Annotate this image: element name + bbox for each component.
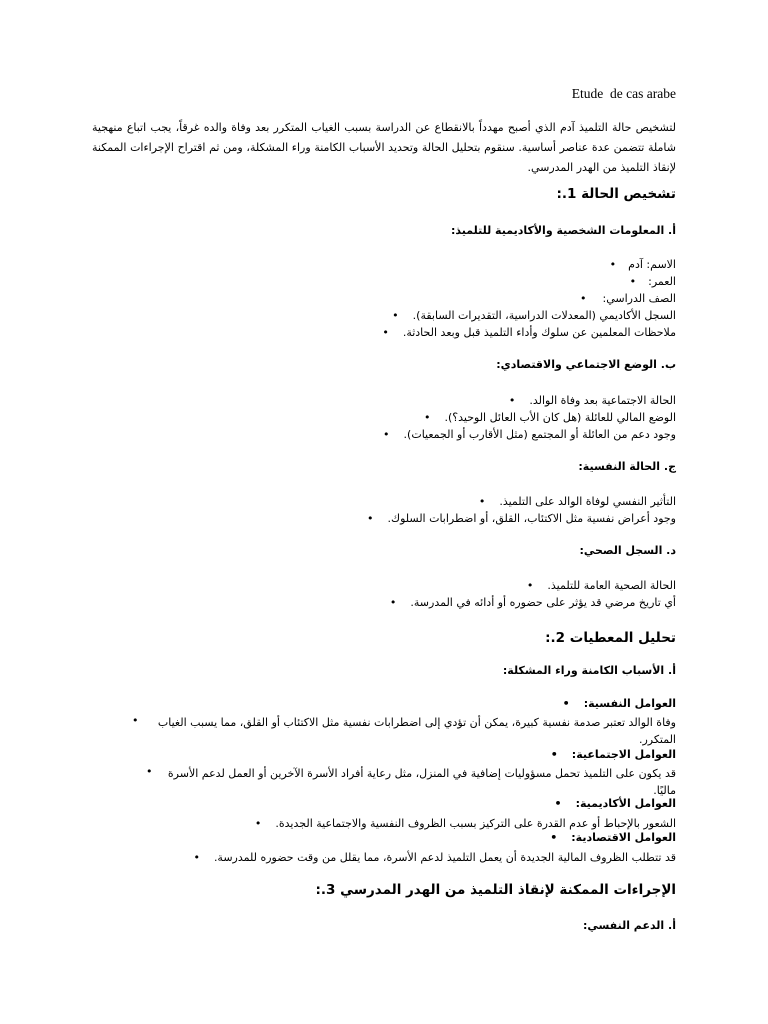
section-1-heading: تشخيص الحالة 1.: [556, 186, 676, 202]
list-item: قد تتطلب الظروف المالية الجديدة أن يعمل التلميذ لدعم الأسرة، مما يقلل من وقت حضوره للمدرسة.• [193, 851, 676, 864]
factor-social-label: العوامل الاجتماعية:• [550, 748, 676, 761]
list-item: الشعور بالإحباط أو عدم القدرة على التركيز بسبب الظروف النفسية والاجتماعية الجديدة.• [254, 817, 676, 830]
factor-social-text: قد يكون على التلميذ تحمل مسؤوليات إضافية في المنزل، مثل رعاية أفراد الأسرة الآخرين أو العمل لدعم الأسرة ماليًا. [167, 767, 676, 797]
section-1b-list [92, 392, 676, 443]
list-item: أي تاريخ مرضي قد يؤثر على حضوره أو أدائه في المدرسة.• [389, 596, 676, 609]
factor-academic-label: العوامل الأكاديمية:• [554, 797, 676, 810]
section-1c-list [92, 493, 676, 527]
intro-paragraph: لتشخيص حالة التلميذ آدم الذي أصبح مهدداً بالانقطاع عن الدراسة بسبب الغياب المتكرر بعد وفاة والده غرقاً، يجب اتباع منهجية شاملة تتضمن عدة عناصر أساسية. سنقوم بتحليل الحالة وتحديد الأسباب الكامنة وراء المشكلة، ومن ثم اقتراح الإجراءات الممكنة لإنقاذ التلميذ من الهدر المدرسي. [92, 121, 676, 174]
section-3-heading: الإجراءات الممكنة لإنقاذ التلميذ من الهدر المدرسي 3.: [315, 882, 676, 898]
list-item: الاسم: آدم• [609, 258, 676, 271]
list-item: العمر:• [629, 275, 676, 288]
list-item: ملاحظات المعلمين عن سلوك وأداء التلميذ قبل وبعد الحادثة.• [382, 326, 676, 339]
section-2-heading: تحليل المعطيات 2.: [545, 630, 676, 646]
section-1a-list [92, 256, 676, 341]
factor-economic-label: العوامل الاقتصادية:• [550, 831, 676, 844]
list-item: السجل الأكاديمي (المعدلات الدراسية، التقديرات السابقة).• [392, 309, 676, 322]
section-1b-heading: ب. الوضع الاجتماعي والاقتصادي: [496, 358, 676, 371]
bullet-dot: • [146, 765, 153, 778]
factor-economic-list [92, 849, 676, 866]
factor-academic-list [92, 815, 676, 832]
section-2a-heading: أ. الأسباب الكامنة وراء المشكلة: [502, 664, 676, 677]
list-item: وجود دعم من العائلة أو المجتمع (مثل الأقارب أو الجمعيات).• [383, 428, 676, 441]
section-1d-list [92, 577, 676, 611]
list-item: التأثير النفسي لوفاة الوالد على التلميذ.• [478, 495, 676, 508]
list-item: وجود أعراض نفسية مثل الاكتئاب، القلق، أو اضطرابات السلوك.• [367, 512, 676, 525]
factor-psychological-text: وفاة الوالد تعتبر صدمة نفسية كبيرة، يمكن أن تؤدي إلى اضطرابات نفسية مثل الاكتئاب أو القلق، مما يسبب الغياب المتكرر. [157, 716, 676, 746]
document-title: Etude de cas arabe [571, 86, 676, 101]
list-item: الوضع المالي للعائلة (هل كان الأب العائل الوحيد؟).• [424, 411, 676, 424]
section-3a-heading: أ. الدعم النفسي: [582, 919, 676, 932]
list-item: الحالة الصحية العامة للتلميذ.• [526, 579, 676, 592]
section-1d-heading: د. السجل الصحي: [579, 544, 676, 557]
factor-psychological-label: العوامل النفسية:• [562, 697, 676, 710]
section-1c-heading: ج. الحالة النفسية: [578, 460, 676, 473]
list-item: الصف الدراسي:• [580, 292, 676, 305]
list-item: الحالة الاجتماعية بعد وفاة الوالد.• [508, 394, 676, 407]
section-1a-heading: أ. المعلومات الشخصية والأكاديمية للتلميذ: [450, 224, 676, 237]
bullet-dot: • [132, 714, 139, 727]
